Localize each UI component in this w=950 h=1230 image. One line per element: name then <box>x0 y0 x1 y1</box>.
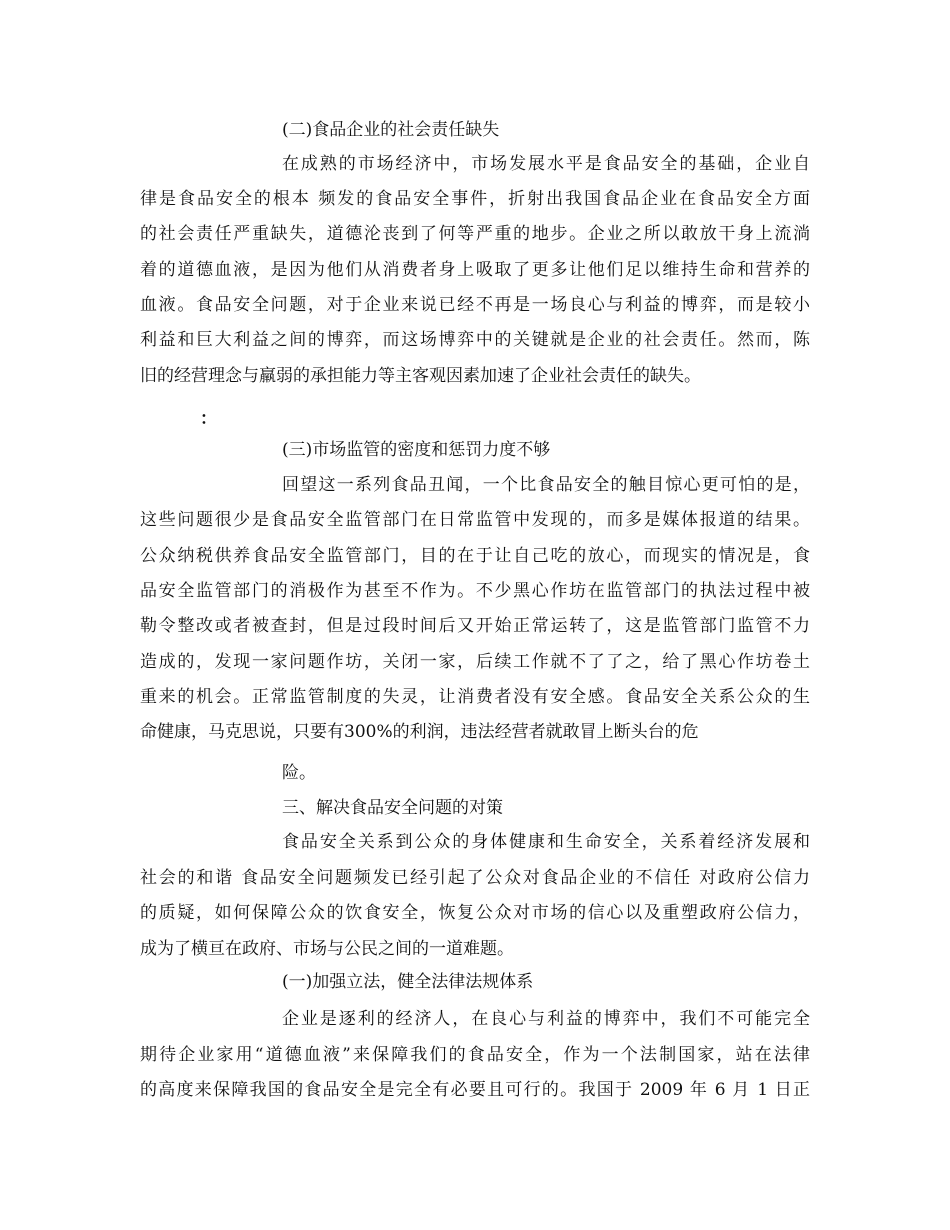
paragraph-line: 企业是逐利的经济人，在良心与利益的博弈中，我们不可能完全 <box>282 1009 810 1029</box>
paragraph-line: 期待企业家用“道德血液”来保障我们的食品安全，作为一个法制国家，站在法律 <box>140 1045 810 1065</box>
paragraph-line: 社会的和谐 食品安全问题频发已经引起了公众对食品企业的不信任 对政府公信力 <box>140 868 810 888</box>
section-heading: (二)食品企业的社会责任缺失 <box>282 120 500 140</box>
paragraph-line: 命健康，马克思说，只要有300%的利润，违法经营者就敢冒上断头台的危 <box>140 722 699 742</box>
paragraph-line: 利益和巨大利益之间的博弈，而这场博弈中的关键就是企业的社会责任。然而，陈 <box>140 330 810 350</box>
section-heading: 三、解决食品安全问题的对策 <box>282 798 503 818</box>
paragraph-line: 食品安全关系到公众的身体健康和生命安全，关系着经济发展和 <box>282 832 810 852</box>
paragraph-line: 险。 <box>282 763 316 783</box>
paragraph-line: 着的道德血液，是因为他们从消费者身上吸取了更多让他们足以维持生命和营养的 <box>140 260 810 280</box>
section-heading: (三)市场监管的密度和惩罚力度不够 <box>282 440 551 460</box>
paragraph-line: 的高度来保障我国的食品安全是完全有必要且可行的。我国于 2009 年 6 月 1 日正 <box>140 1080 810 1100</box>
paragraph-line: 在成熟的市场经济中，市场发展水平是食品安全的基础，企业自 <box>282 154 810 174</box>
paragraph-line: 旧的经营理念与羸弱的承担能力等主客观因素加速了企业社会责任的缺失。 <box>140 366 701 386</box>
section-heading: (一)加强立法，健全法律法规体系 <box>282 972 534 992</box>
paragraph-line: 公众纳税供养食品安全监管部门，目的在于让自己吃的放心，而现实的情况是，食 <box>140 546 810 566</box>
paragraph-line: 品安全监管部门的消极作为甚至不作为。不少黑心作坊在监管部门的执法过程中被 <box>140 581 810 601</box>
paragraph-line: 重来的机会。正常监管制度的失灵，让消费者没有安全感。食品安全关系公众的生 <box>140 687 810 707</box>
paragraph-line: 这些问题很少是食品安全监管部门在日常监管中发现的，而多是媒体报道的结果。 <box>140 510 810 530</box>
paragraph-line: 的质疑，如何保障公众的饮食安全，恢复公众对市场的信心以及重塑政府公信力， <box>140 903 810 923</box>
stray-colon-mark: ： <box>200 409 217 429</box>
paragraph-line: 造成的，发现一家问题作坊，关闭一家，后续工作就不了了之，给了黑心作坊卷土 <box>140 652 810 672</box>
paragraph-line: 成为了横亘在政府、市场与公民之间的一道难题。 <box>140 939 514 959</box>
paragraph-line: 勒令整改或者被查封，但是过段时间后又开始正常运转了，这是监管部门监管不力 <box>140 616 810 636</box>
paragraph-line: 律是食品安全的根本 频发的食品安全事件，折射出我国食品企业在食品安全方面 <box>140 189 810 209</box>
paragraph-line: 回望这一系列食品丑闻，一个比食品安全的触目惊心更可怕的是， <box>282 475 810 495</box>
paragraph-line: 的社会责任严重缺失，道德沦丧到了何等严重的地步。企业之所以敢放干身上流淌 <box>140 224 810 244</box>
paragraph-line: 血液。食品安全问题，对于企业来说已经不再是一场良心与利益的博弈，而是较小 <box>140 295 810 315</box>
